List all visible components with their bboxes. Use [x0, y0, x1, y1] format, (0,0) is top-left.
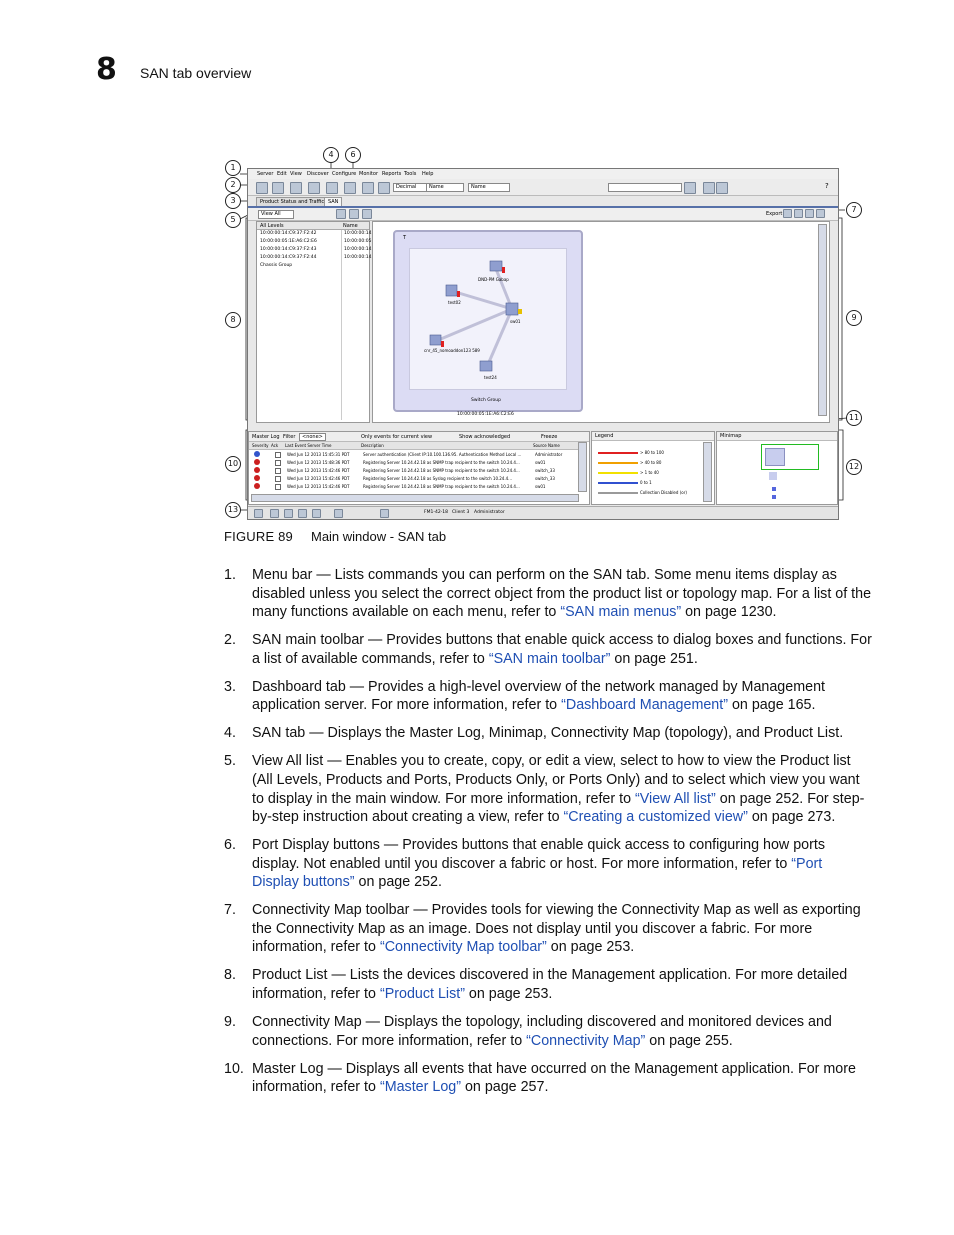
callout-8: 8 — [225, 312, 241, 328]
minimap-title: Minimap — [720, 433, 742, 439]
header-name[interactable]: Name — [343, 223, 358, 229]
switch-group[interactable] — [393, 230, 583, 412]
map-vertical-scrollbar[interactable] — [818, 224, 827, 416]
figure-title: Main window - SAN tab — [310, 529, 447, 544]
status-server-name: FM1-42-18 — [424, 510, 449, 515]
callout-1: 1 — [225, 160, 241, 176]
menu-server[interactable]: Server — [257, 171, 274, 177]
legend-label: Collection Disabled (or) — [640, 490, 687, 495]
zoom-in-icon[interactable] — [783, 209, 792, 218]
minimap-node-thumb — [772, 487, 776, 491]
filter-select[interactable]: <none> — [299, 433, 326, 441]
callout-descriptions — [224, 566, 872, 1106]
column-divider — [341, 230, 342, 420]
switch-group-canvas — [409, 248, 567, 390]
export-button[interactable]: Export — [766, 211, 783, 217]
legend-header — [592, 432, 714, 441]
san-main-window-screenshot — [247, 168, 839, 520]
help-icon[interactable]: ? — [825, 182, 829, 190]
topology-links — [410, 249, 566, 389]
xref-link[interactable]: “SAN main menus” — [560, 604, 682, 621]
fit-in-view-icon[interactable] — [805, 209, 814, 218]
group-tag: T — [403, 235, 407, 241]
ack-checkbox[interactable] — [275, 476, 281, 482]
toolbar-properties-icon[interactable] — [308, 182, 320, 194]
log-horizontal-scrollbar[interactable] — [251, 494, 579, 502]
menu-tools[interactable]: Tools — [404, 171, 417, 177]
legend-panel — [591, 431, 715, 505]
minimap-node-thumb — [772, 495, 776, 499]
xref-link[interactable]: “SAN main toolbar” — [488, 650, 611, 667]
xref-link[interactable]: “Product List” — [379, 986, 465, 1003]
legend-label: > 80 to 100 — [640, 450, 664, 455]
list-item: 10. Master Log — Displays all events that have occurred on the Management application. For more information, refer to “Master Log” on page 257. — [224, 1060, 856, 1096]
tab-dashboard[interactable]: Product Status and Traffic — [256, 197, 328, 206]
callout-2: 2 — [225, 177, 241, 193]
ack-checkbox[interactable] — [275, 460, 281, 466]
connectivity-map — [372, 221, 830, 423]
toolbar-discover-icon[interactable] — [256, 182, 268, 194]
error-icon — [254, 467, 260, 473]
product-list-row[interactable]: Chassis Group — [260, 263, 293, 268]
freeze-checkbox[interactable]: Freeze — [541, 434, 558, 440]
legend-swatch — [598, 472, 638, 474]
xref-link[interactable]: “Creating a customized view” — [563, 809, 748, 826]
toolbar-zoning-icon[interactable] — [344, 182, 356, 194]
table-row[interactable]: Wed Jun 12 2013 15:42:46 PDT Registering Server 10.24.42.18 as SNMP trap recipient to the switch 10.24.4... switch_33 — [251, 467, 577, 474]
legend-swatch — [598, 492, 638, 494]
node-label: test24 — [484, 375, 497, 380]
product-label-select[interactable]: Name — [426, 183, 464, 192]
product-list-header — [257, 222, 369, 230]
search-down-icon[interactable] — [716, 182, 728, 194]
menu-edit[interactable]: Edit — [277, 171, 287, 177]
ack-checkbox[interactable] — [275, 484, 281, 490]
callout-3: 3 — [225, 193, 241, 209]
zoom-out-icon[interactable] — [794, 209, 803, 218]
master-log-toolbar — [249, 432, 589, 442]
log-vertical-scrollbar[interactable] — [578, 442, 587, 492]
switch-group-label: Switch Group — [471, 398, 502, 403]
switch-group-wwn: 10:00:00:05:1E:A6:C2:E6 — [457, 412, 514, 417]
master-log-title: Master Log — [252, 434, 280, 440]
header-all-levels[interactable]: All Levels — [260, 223, 284, 229]
port-format-select[interactable]: Decimal — [393, 183, 427, 192]
show-acknowledged-checkbox[interactable]: Show acknowledged — [459, 434, 511, 440]
tab-san[interactable]: SAN — [324, 197, 342, 206]
status-clients: Client 3 — [452, 510, 470, 515]
menu-view[interactable]: View — [290, 171, 302, 177]
figure-label: FIGURE 89 — [224, 529, 293, 544]
xref-link[interactable]: “Connectivity Map toolbar” — [379, 939, 547, 956]
port-display-attached-icon[interactable] — [349, 209, 359, 219]
toolbar-back-icon[interactable] — [290, 182, 302, 194]
master-log — [248, 431, 590, 505]
node-label: sw01 — [510, 319, 521, 324]
toolbar-copy-icon[interactable] — [378, 182, 390, 194]
legend-swatch — [598, 462, 638, 464]
callout-10: 10 — [225, 456, 241, 472]
callout-7: 7 — [846, 202, 862, 218]
menu-reports[interactable]: Reports — [382, 171, 402, 177]
product-list-row[interactable]: 10:00:00:14:C9:37:F2:44 10:00:00:14 — [260, 255, 372, 260]
list-item: 3. Dashboard tab — Provides a high-level overview of the network managed by Management application server. For more information, refer to “Dashboard Management” on page 165. — [224, 678, 825, 714]
legend-scrollbar[interactable] — [703, 442, 712, 502]
callout-5: 5 — [225, 212, 241, 228]
error-icon — [254, 459, 260, 465]
port-label-select[interactable]: Name — [468, 183, 510, 192]
table-row[interactable]: Wed Jun 12 2013 15:45:31 PDT Server authentication (Client IP:10.100.136.95. Authentication Method Local ... Administrator — [251, 451, 577, 458]
status-user-icon[interactable] — [298, 509, 307, 518]
view-bar — [248, 208, 838, 221]
list-item: 8. Product List — Lists the devices discovered in the Management application. For more detailed information, refer to “Product List” on page 253. — [224, 967, 848, 1003]
table-row[interactable]: Wed Jun 12 2013 15:42:46 PDT Registering Server 10.24.42.18 as SNMP trap recipient to the switch 10.24.4... sw01 — [251, 483, 577, 490]
menu-discover[interactable]: Discover — [307, 171, 329, 177]
node-label: DND-PM Gabap — [478, 277, 509, 282]
status-log-icon[interactable] — [284, 509, 293, 518]
view-all-list[interactable]: View All — [258, 210, 294, 219]
minimap-group-thumb — [765, 448, 785, 466]
status-monitor-icon[interactable] — [380, 509, 389, 518]
legend-title: Legend — [595, 433, 614, 439]
master-log-header — [249, 442, 581, 450]
legend-label: > 40 to 80 — [640, 460, 662, 465]
product-list-row[interactable]: 10:00:00:14:C9:37:F2:42 10:00:00:14 — [260, 231, 372, 236]
filter-label: Filter — [283, 434, 296, 440]
callout-9: 9 — [846, 310, 862, 326]
search-input[interactable] — [608, 183, 682, 192]
list-item: 9. Connectivity Map — Displays the topology, including discovered and monitored devices and connections. For more information, refer to “Connectivity Map” on page 255. — [224, 1014, 832, 1049]
status-bar — [248, 506, 838, 519]
status-connection-icon[interactable] — [254, 509, 263, 518]
toolbar-connect-icon[interactable] — [326, 182, 338, 194]
toolbar-print-icon[interactable] — [272, 182, 284, 194]
callout-6: 6 — [345, 147, 361, 163]
legend-label: 0 to 1 — [640, 480, 652, 485]
legend-label: > 1 to 40 — [640, 470, 659, 475]
toolbar-report-icon[interactable] — [362, 182, 374, 194]
status-hosts-icon[interactable] — [312, 509, 321, 518]
xref-link[interactable]: “Dashboard Management” — [561, 697, 728, 714]
col-severity[interactable]: Severity — [252, 443, 269, 448]
list-item: 6. Port Display buttons — Provides buttons that enable quick access to configuring how ports display. Not enabled until you discover a fabric or host. For more information, refer to “Port Display buttons” on page 252. — [224, 837, 825, 891]
menu-bar — [248, 169, 838, 179]
product-list — [256, 221, 370, 423]
search-up-icon[interactable] — [703, 182, 715, 194]
xref-link[interactable]: “Master Log” — [379, 1079, 461, 1096]
info-icon — [254, 451, 260, 457]
list-item: 7. Connectivity Map toolbar — Provides tools for viewing the Connectivity Map as well as exporting the Connectivity Map as an image. Does not display until you discover a fabric. For more information, refer to “Connectivity Map toolbar” on page 253. — [224, 902, 861, 956]
san-main-toolbar — [248, 179, 838, 196]
minimap-header — [717, 432, 837, 441]
node-label: test02 — [448, 300, 461, 305]
status-alert-icon[interactable] — [334, 509, 343, 518]
product-list-row[interactable]: 10:00:00:14:C9:37:F2:43 10:00:00:14 — [260, 247, 372, 252]
figure-caption — [224, 529, 446, 544]
minimap-node-thumb — [769, 472, 777, 480]
list-item: 2. SAN main toolbar — Provides buttons that enable quick access to dialog boxes and functions. For a list of available commands, refer to “SAN main toolbar” on page 251. — [224, 632, 872, 667]
menu-configure[interactable]: Configure — [332, 171, 357, 177]
section-title: SAN tab overview — [140, 65, 252, 81]
callout-13: 13 — [225, 502, 241, 518]
error-icon — [254, 483, 260, 489]
col-description[interactable]: Description — [361, 443, 384, 448]
list-item: 5. View All list — Enables you to create, copy, or edit a view, select to how to view the Product list (All Levels, Products and Ports, Products Only, or Ports Only) and to select which view you want to display in the main window. For more information, refer to “View All list” on page 252. For step-by-step instruction about creating a view, refer to “Creating a customized view” on page 273. — [224, 753, 865, 826]
ack-checkbox[interactable] — [275, 452, 281, 458]
legend-swatch — [598, 482, 638, 484]
ack-checkbox[interactable] — [275, 468, 281, 474]
search-icon[interactable] — [684, 182, 696, 194]
status-server-icon[interactable] — [270, 509, 279, 518]
error-icon — [254, 475, 260, 481]
callout-12: 12 — [846, 459, 862, 475]
xref-link[interactable]: “Connectivity Map” — [526, 1032, 646, 1049]
product-list-row[interactable]: 10:00:00:05:1E:A6:C2:E6 10:00:00:05 — [260, 239, 372, 244]
col-source[interactable]: Source Name — [533, 443, 560, 448]
callout-4: 4 — [323, 147, 339, 163]
port-display-unattached-icon[interactable] — [362, 209, 372, 219]
map-layout-icon[interactable] — [816, 209, 825, 218]
minimap-panel — [716, 431, 838, 505]
node-label: cnr_45_nomoaddon123 589 — [424, 348, 480, 353]
warning-marker — [518, 309, 522, 314]
menu-monitor[interactable]: Monitor — [359, 171, 379, 177]
legend-swatch — [598, 452, 638, 454]
table-row[interactable]: Wed Jun 12 2013 15:42:46 PDT Registering Server 10.24.42.18 as Syslog recipient to the switch 10.24.4... switch_33 — [251, 475, 577, 482]
port-display-ports-icon[interactable] — [336, 209, 346, 219]
callout-11: 11 — [846, 410, 862, 426]
xref-link[interactable]: “View All list” — [635, 790, 716, 807]
list-item: 1. Menu bar — Lists commands you can perform on the SAN tab. Some menu items display as disabled unless you select the correct object from the product list or topology map. For a list of the many functions available on each menu, refer to “SAN main menus” on page 1230. — [224, 567, 872, 621]
table-row[interactable]: Wed Jun 12 2013 15:48:36 PDT Registering Server 10.24.42.18 as SNMP trap recipient to the switch 10.24.4... sw01 — [251, 459, 577, 466]
main-tabs — [248, 196, 838, 208]
status-user: Administrator — [474, 510, 505, 515]
list-item: 4. SAN tab — Displays the Master Log, Minimap, Connectivity Map (topology), and Product List. — [224, 725, 844, 742]
col-ack[interactable]: Ack — [271, 443, 279, 448]
col-time[interactable]: Last Event Server Time — [285, 443, 332, 448]
xref-link[interactable]: “Port Display buttons” — [252, 855, 823, 891]
only-current-view-checkbox[interactable]: Only events for current view — [361, 434, 433, 440]
chapter-number: 8 — [96, 52, 117, 87]
menu-help[interactable]: Help — [422, 171, 434, 177]
